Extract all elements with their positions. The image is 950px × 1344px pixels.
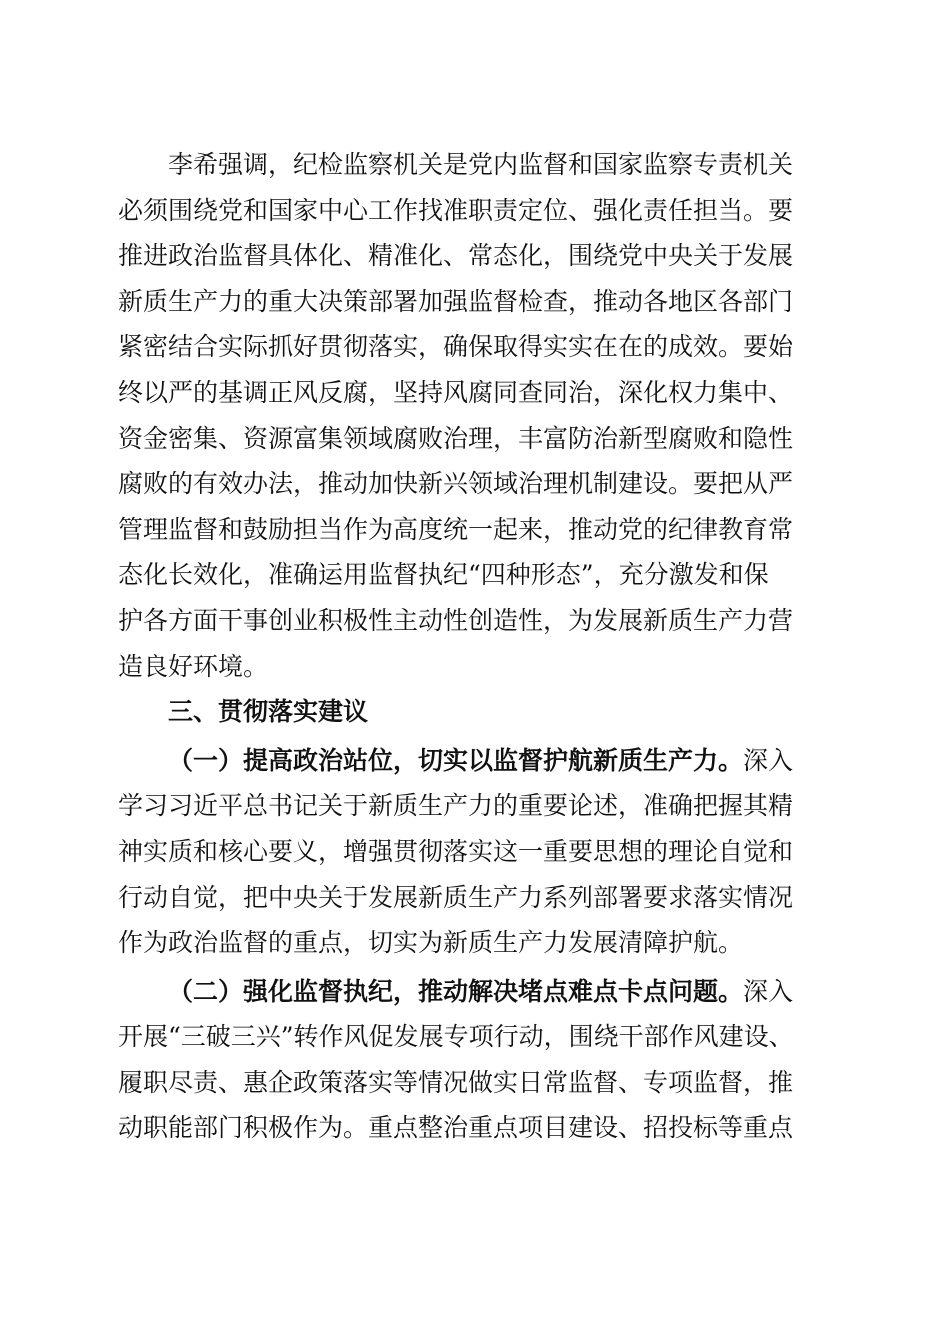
item-1-title: （一）提高政治站位，切实以监督护航新质生产力。 xyxy=(168,745,744,775)
text-line: 腐败的有效办法，推动加快新兴领域治理机制建设。要把从严 xyxy=(118,469,794,499)
text-line: 态化长效化，准确运用监督执纪“四种形态”，充分激发和保 xyxy=(118,560,769,590)
document-page xyxy=(118,142,838,1151)
item-1-first-line xyxy=(118,738,838,784)
section-heading: 三、贯彻落实建议 xyxy=(168,697,369,727)
text-line: 必须围绕党和国家中心工作找准职责定位、强化责任担当。要 xyxy=(118,195,794,225)
text-line: 行动自觉，把中央关于发展新质生产力系列部署要求落实情况 xyxy=(118,882,794,912)
item-2-title: （二）强化监督执纪，推动解决堵点难点卡点问题。 xyxy=(168,976,744,1006)
text-line: 神实质和核心要义，增强贯彻落实这一重要思想的理论自觉和 xyxy=(118,836,794,866)
text-line: 紧密结合实际抓好贯彻落实，确保取得实实在在的成效。要始 xyxy=(118,332,794,362)
text-line: 李希强调，纪检监察机关是党内监督和国家监察专责机关 xyxy=(168,150,794,179)
text-line: 终以严的基调正风反腐，坚持风腐同查同治，深化权力集中、 xyxy=(118,377,794,407)
item-1-text-start: 深入 xyxy=(743,745,794,775)
text-line: 开展“三破三兴”转作风促发展专项行动，围绕干部作风建设、 xyxy=(118,1022,794,1052)
text-line: 造良好环境。 xyxy=(118,651,269,681)
text-line: 护各方面干事创业积极性主动性创造性，为发展新质生产力营 xyxy=(118,605,794,635)
text-line: 学习习近平总书记关于新质生产力的重要论述，准确把握其精 xyxy=(118,791,794,821)
text-line: 履职尽责、惠企政策落实等情况做实日常监督、专项监督，推 xyxy=(118,1067,794,1097)
item-2-first-line xyxy=(118,969,838,1015)
item-2-text-start: 深入 xyxy=(743,976,794,1006)
item-1 xyxy=(118,738,838,966)
item-2 xyxy=(118,969,838,1151)
text-line: 动职能部门积极作为。重点整治重点项目建设、招投标等重点 xyxy=(118,1113,794,1143)
text-line: 管理监督和鼓励担当作为高度统一起来，推动党的纪律教育常 xyxy=(118,514,794,544)
text-line: 推进政治监督具体化、精准化、常态化，围绕党中央关于发展 xyxy=(118,241,794,271)
text-line: 作为政治监督的重点，切实为新质生产力发展清障护航。 xyxy=(118,928,744,958)
text-line: 资金密集、资源富集领域腐败治理，丰富防治新型腐败和隐性 xyxy=(118,423,794,453)
text-line: 新质生产力的重大决策部署加强监督检查，推动各地区各部门 xyxy=(118,286,794,316)
paragraph-li-xi xyxy=(118,142,838,689)
